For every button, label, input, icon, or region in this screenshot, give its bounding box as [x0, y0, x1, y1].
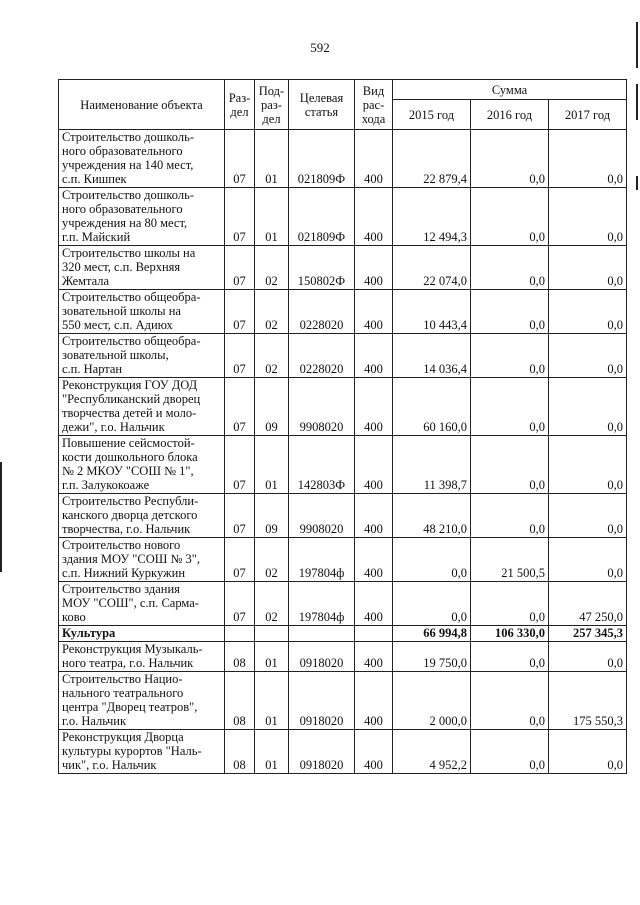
amount-2016-cell: 0,0: [471, 334, 549, 378]
razdel-cell: 07: [225, 436, 255, 494]
statya-cell: 0918020: [289, 642, 355, 672]
amount-2017-cell: 257 345,3: [549, 626, 627, 642]
amount-2016-cell: 0,0: [471, 642, 549, 672]
amount-2016-cell: 21 500,5: [471, 538, 549, 582]
podrazdel-cell: 01: [255, 188, 289, 246]
header-razdel: Раз- дел: [225, 80, 255, 130]
podrazdel-cell: 02: [255, 582, 289, 626]
object-name-cell: Реконструкция Дворца культуры курортов "Наль- чик", г.о. Нальчик: [59, 730, 225, 774]
vid-cell: 400: [355, 672, 393, 730]
table-body: [59, 130, 627, 774]
amount-2015-cell: 66 994,8: [393, 626, 471, 642]
vid-cell: 400: [355, 436, 393, 494]
statya-cell: [289, 626, 355, 642]
statya-cell: 021809Ф: [289, 130, 355, 188]
table-row: [59, 494, 627, 538]
razdel-cell: 07: [225, 188, 255, 246]
statya-cell: 9908020: [289, 494, 355, 538]
amount-2015-cell: 2 000,0: [393, 672, 471, 730]
podrazdel-cell: 09: [255, 494, 289, 538]
table-row: [59, 730, 627, 774]
amount-2016-cell: 0,0: [471, 246, 549, 290]
table-row: [59, 334, 627, 378]
amount-2016-cell: 0,0: [471, 130, 549, 188]
podrazdel-cell: 02: [255, 334, 289, 378]
object-name-cell: Строительство нового здания МОУ "СОШ № 3", с.п. Нижний Куркужин: [59, 538, 225, 582]
podrazdel-cell: 01: [255, 672, 289, 730]
statya-cell: 9908020: [289, 378, 355, 436]
amount-2017-cell: 0,0: [549, 188, 627, 246]
podrazdel-cell: [255, 626, 289, 642]
vid-cell: 400: [355, 730, 393, 774]
podrazdel-cell: 09: [255, 378, 289, 436]
amount-2016-cell: 0,0: [471, 494, 549, 538]
razdel-cell: 07: [225, 494, 255, 538]
amount-2017-cell: 47 250,0: [549, 582, 627, 626]
statya-cell: 197804ф: [289, 582, 355, 626]
amount-2015-cell: 14 036,4: [393, 334, 471, 378]
table-row: [59, 246, 627, 290]
vid-cell: 400: [355, 188, 393, 246]
table-row: [59, 378, 627, 436]
podrazdel-cell: 02: [255, 290, 289, 334]
amount-2016-cell: 0,0: [471, 290, 549, 334]
amount-2015-cell: 4 952,2: [393, 730, 471, 774]
edge-mark-top: [636, 22, 638, 68]
podrazdel-cell: 02: [255, 538, 289, 582]
statya-cell: 0228020: [289, 334, 355, 378]
amount-2016-cell: 0,0: [471, 730, 549, 774]
header-vid: Вид рас- хода: [355, 80, 393, 130]
object-name-cell: Культура: [59, 626, 225, 642]
statya-cell: 0918020: [289, 672, 355, 730]
vid-cell: 400: [355, 130, 393, 188]
table-row: [59, 436, 627, 494]
statya-cell: 150802Ф: [289, 246, 355, 290]
edge-mark-left: [0, 462, 2, 572]
amount-2017-cell: 0,0: [549, 130, 627, 188]
podrazdel-cell: 01: [255, 730, 289, 774]
amount-2017-cell: 0,0: [549, 538, 627, 582]
podrazdel-cell: 01: [255, 642, 289, 672]
vid-cell: 400: [355, 290, 393, 334]
amount-2017-cell: 0,0: [549, 246, 627, 290]
table-header: [59, 80, 627, 130]
statya-cell: 021809Ф: [289, 188, 355, 246]
amount-2017-cell: 0,0: [549, 378, 627, 436]
table-row: [59, 582, 627, 626]
razdel-cell: 07: [225, 246, 255, 290]
razdel-cell: 08: [225, 730, 255, 774]
amount-2015-cell: 11 398,7: [393, 436, 471, 494]
razdel-cell: 08: [225, 672, 255, 730]
podrazdel-cell: 01: [255, 130, 289, 188]
header-statya: Целевая статья: [289, 80, 355, 130]
header-year-2016: 2016 год: [471, 100, 549, 130]
amount-2017-cell: 0,0: [549, 334, 627, 378]
amount-2015-cell: 12 494,3: [393, 188, 471, 246]
amount-2015-cell: 19 750,0: [393, 642, 471, 672]
header-summa: Сумма: [393, 80, 627, 100]
razdel-cell: 07: [225, 582, 255, 626]
amount-2015-cell: 10 443,4: [393, 290, 471, 334]
edge-mark-low: [636, 176, 638, 190]
page-number: 592: [310, 40, 330, 55]
amount-2017-cell: 0,0: [549, 730, 627, 774]
object-name-cell: Повышение сейсмостой- кости дошкольного блока № 2 МКОУ "СОШ № 1", г.п. Залукокоаже: [59, 436, 225, 494]
header-podrazdel: Под- раз- дел: [255, 80, 289, 130]
vid-cell: 400: [355, 334, 393, 378]
statya-cell: 0228020: [289, 290, 355, 334]
object-name-cell: Строительство школы на 320 мест, с.п. Верхняя Жемтала: [59, 246, 225, 290]
vid-cell: 400: [355, 246, 393, 290]
statya-cell: 197804ф: [289, 538, 355, 582]
amount-2017-cell: 0,0: [549, 290, 627, 334]
vid-cell: 400: [355, 642, 393, 672]
object-name-cell: Строительство Республи- канского дворца детского творчества, г.о. Нальчик: [59, 494, 225, 538]
razdel-cell: [225, 626, 255, 642]
object-name-cell: Строительство общеобра- зовательной школы, с.п. Нартан: [59, 334, 225, 378]
vid-cell: 400: [355, 378, 393, 436]
vid-cell: 400: [355, 494, 393, 538]
table-row: [59, 642, 627, 672]
amount-2017-cell: 0,0: [549, 494, 627, 538]
amount-2015-cell: 60 160,0: [393, 378, 471, 436]
header-year-2015: 2015 год: [393, 100, 471, 130]
amount-2016-cell: 0,0: [471, 188, 549, 246]
razdel-cell: 07: [225, 538, 255, 582]
object-name-cell: Реконструкция Музыкаль- ного театра, г.о. Нальчик: [59, 642, 225, 672]
edge-mark-mid: [636, 84, 638, 120]
vid-cell: 400: [355, 582, 393, 626]
amount-2015-cell: 22 879,4: [393, 130, 471, 188]
statya-cell: 0918020: [289, 730, 355, 774]
object-name-cell: Строительство дошколь- ного образовательного учреждения на 80 мест, г.п. Майский: [59, 188, 225, 246]
amount-2015-cell: 48 210,0: [393, 494, 471, 538]
statya-cell: 142803Ф: [289, 436, 355, 494]
section-row: [59, 626, 627, 642]
table-row: [59, 538, 627, 582]
header-name: Наименование объекта: [59, 80, 225, 130]
amount-2016-cell: 0,0: [471, 378, 549, 436]
amount-2016-cell: 106 330,0: [471, 626, 549, 642]
amount-2017-cell: 0,0: [549, 436, 627, 494]
table-row: [59, 130, 627, 188]
table-row: [59, 672, 627, 730]
object-name-cell: Строительство общеобра- зовательной школы на 550 мест, с.п. Адиюх: [59, 290, 225, 334]
object-name-cell: Реконструкция ГОУ ДОД "Республиканский дворец творчества детей и моло- дежи", г.о. Нальчик: [59, 378, 225, 436]
razdel-cell: 07: [225, 130, 255, 188]
razdel-cell: 08: [225, 642, 255, 672]
razdel-cell: 07: [225, 378, 255, 436]
vid-cell: [355, 626, 393, 642]
podrazdel-cell: 01: [255, 436, 289, 494]
podrazdel-cell: 02: [255, 246, 289, 290]
vid-cell: 400: [355, 538, 393, 582]
amount-2015-cell: 0,0: [393, 582, 471, 626]
amount-2016-cell: 0,0: [471, 672, 549, 730]
table-row: [59, 188, 627, 246]
amount-2016-cell: 0,0: [471, 582, 549, 626]
amount-2015-cell: 22 074,0: [393, 246, 471, 290]
object-name-cell: Строительство Нацио- нального театрального центра "Дворец театров", г.о. Нальчик: [59, 672, 225, 730]
header-year-2017: 2017 год: [549, 100, 627, 130]
amount-2016-cell: 0,0: [471, 436, 549, 494]
object-name-cell: Строительство дошколь- ного образовательного учреждения на 140 мест, с.п. Кишпек: [59, 130, 225, 188]
table-row: [59, 290, 627, 334]
amount-2017-cell: 0,0: [549, 642, 627, 672]
budget-table: [58, 79, 627, 774]
amount-2017-cell: 175 550,3: [549, 672, 627, 730]
object-name-cell: Строительство здания МОУ "СОШ", с.п. Сарма- ково: [59, 582, 225, 626]
razdel-cell: 07: [225, 290, 255, 334]
razdel-cell: 07: [225, 334, 255, 378]
amount-2015-cell: 0,0: [393, 538, 471, 582]
